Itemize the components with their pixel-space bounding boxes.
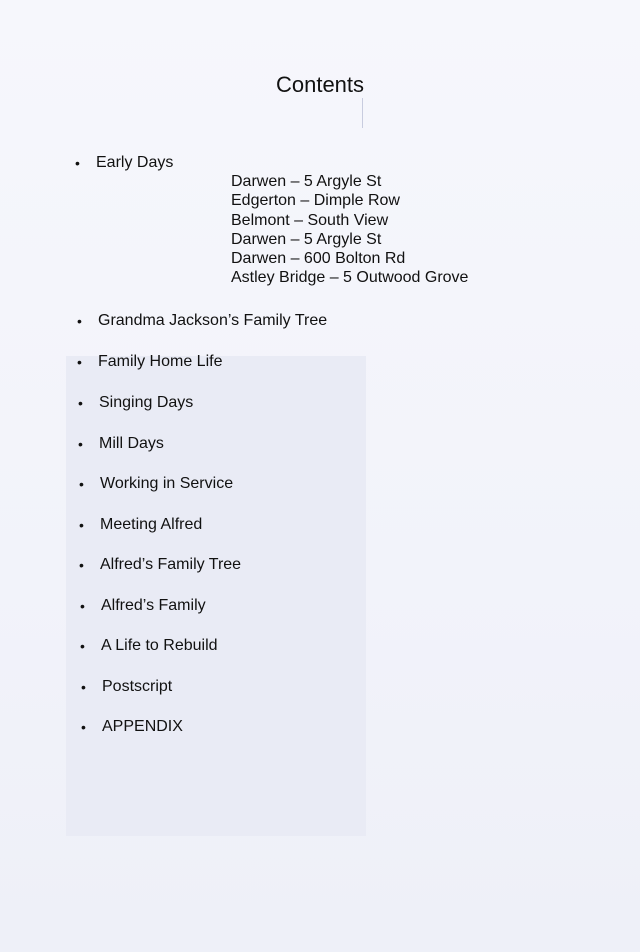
contents-item: Meeting Alfred <box>100 516 203 533</box>
contents-subitem: Astley Bridge – 5 Outwood Grove <box>231 269 469 286</box>
contents-item: Singing Days <box>99 394 194 411</box>
contents-item: Mill Days <box>99 435 164 452</box>
bullet-icon: • <box>78 395 83 411</box>
bullet-icon: • <box>77 313 82 329</box>
contents-subitem: Darwen – 600 Bolton Rd <box>231 250 406 267</box>
bullet-icon: • <box>79 476 84 492</box>
bullet-icon: • <box>79 557 84 573</box>
bullet-icon: • <box>81 719 86 735</box>
bullet-icon: • <box>80 598 85 614</box>
contents-item: Working in Service <box>100 475 234 492</box>
bullet-icon: • <box>75 155 80 171</box>
show-through-mark <box>362 98 363 128</box>
contents-subitem: Edgerton – Dimple Row <box>231 192 400 209</box>
page-title: Contents <box>275 72 365 97</box>
contents-item-early-days: Early Days <box>96 154 174 171</box>
contents-item: A Life to Rebuild <box>101 637 218 654</box>
contents-subitem: Darwen – 5 Argyle St <box>231 173 382 190</box>
bullet-icon: • <box>77 354 82 370</box>
contents-item: Family Home Life <box>98 353 223 370</box>
contents-subitem: Belmont – South View <box>231 212 389 229</box>
bullet-icon: • <box>81 679 86 695</box>
contents-item: Grandma Jackson’s Family Tree <box>98 312 328 329</box>
bullet-icon: • <box>79 517 84 533</box>
bullet-icon: • <box>80 638 85 654</box>
contents-item: Alfred’s Family <box>101 597 206 614</box>
contents-item: APPENDIX <box>102 718 183 735</box>
contents-item: Alfred’s Family Tree <box>100 556 242 573</box>
contents-subitem: Darwen – 5 Argyle St <box>231 231 382 248</box>
bullet-icon: • <box>78 436 83 452</box>
contents-item: Postscript <box>102 678 173 695</box>
